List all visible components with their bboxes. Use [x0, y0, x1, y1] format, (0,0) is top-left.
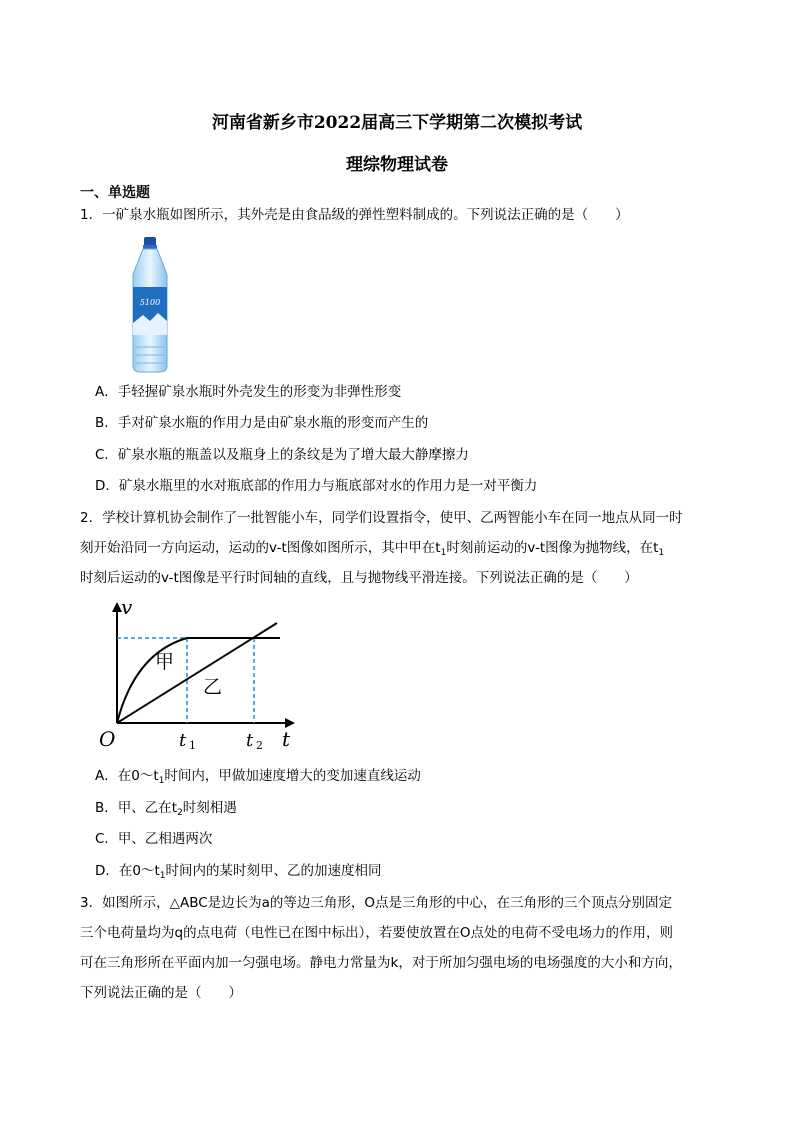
exam-subtitle: 理综物理试卷 [346, 155, 448, 175]
water-bottle-image [125, 235, 175, 375]
q1-option-d: D．矿泉水瓶里的水对瓶底部的作用力与瓶底部对水的作用力是一对平衡力 [95, 478, 538, 494]
q2-stem-line1: 2．学校计算机协会制作了一批智能小车，同学们设置指令，使甲、乙两智能小车在同一地点从同一时 [80, 510, 683, 526]
q3-stem-line2: 三个电荷量均为q的点电荷（电性已在图中标出），若要使放置在O点处的电荷不受电场力的作用，则 [80, 925, 673, 941]
t-axis-label: t [282, 727, 291, 751]
q2-option-a: A．在$0\sim t_1$时间内，甲做加速度增大的变加速直线运动 [95, 768, 421, 786]
t2-label: t [246, 730, 254, 751]
t1-label: t [179, 730, 187, 751]
q3-stem-line4: 下列说法正确的是（ ） [80, 985, 242, 1001]
v-axis-label: v [121, 598, 133, 619]
t2-subscript: 2 [256, 739, 263, 752]
curve-yi-label: 乙 [203, 676, 223, 698]
q1-option-b: B．手对矿泉水瓶的作用力是由矿泉水瓶的形变而产生的 [95, 415, 429, 431]
q2-option-d: D．在$0\sim t_1$时间内的某时刻甲、乙的加速度相同 [95, 863, 382, 881]
vt-graph [95, 598, 305, 753]
q1-option-c: C．矿泉水瓶的瓶盖以及瓶身上的条纹是为了增大最大静摩擦力 [95, 447, 469, 463]
q3-stem-line3: 可在三角形所在平面内加一匀强电场。静电力常量为k，对于所加匀强电场的电场强度的大小和方向， [80, 955, 682, 971]
q2-stem-line3: 时刻后运动的v-t图像是平行时间轴的直线，且与抛物线平滑连接。下列说法正确的是（ ） [80, 570, 638, 586]
exam-title: 河南省新乡市2022届高三下学期第二次模拟考试 [211, 113, 583, 133]
origin-label: O [99, 727, 116, 751]
q1-option-a: A．手轻握矿泉水瓶时外壳发生的形变为非弹性形变 [95, 384, 402, 400]
section-heading: 一、单选题 [80, 185, 150, 201]
curve-jia-label: 甲 [155, 651, 175, 673]
q2-stem-line2: 刻开始沿同一方向运动，运动的v-t图像如图所示，其中甲在$t_1$时刻前运动的v-t图像为抛物线，在$t_1$ [80, 540, 665, 558]
q2-option-b: B．甲、乙在$t_2$时刻相遇 [95, 800, 237, 818]
t1-subscript: 1 [189, 739, 196, 752]
curve-jia [117, 638, 280, 723]
bottle-brand-text: 5100 [139, 298, 161, 307]
q2-option-c: C．甲、乙相遇两次 [95, 831, 213, 847]
q1-stem: 1．一矿泉水瓶如图所示，其外壳是由食品级的弹性塑料制成的。下列说法正确的是（ ） [80, 207, 629, 223]
q3-stem-line1: 3．如图所示，△ABC是边长为a的等边三角形，O点是三角形的中心，在三角形的三个顶点分别固定 [80, 895, 673, 911]
